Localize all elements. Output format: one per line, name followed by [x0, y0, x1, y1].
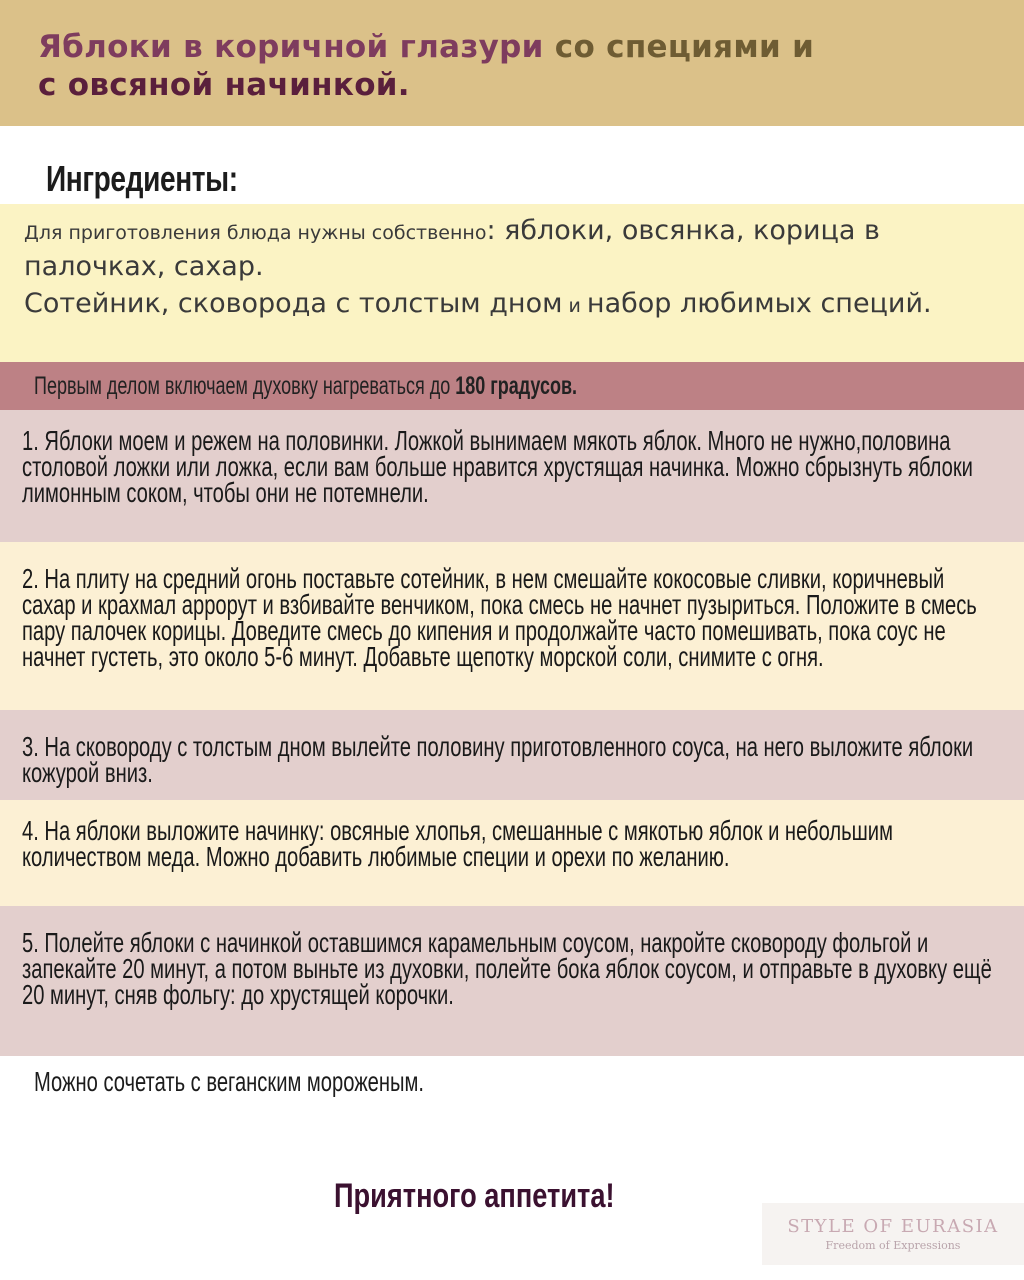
step-2: 2. На плиту на средний огонь поставьте сотейник, в нем смешайте кокосовые сливки, коричневый сахар и крахмал аррорут и взбивайте венчиком, пока смесь не начнет пузыриться. Положите в смесь пару палочек корицы. Доведите смесь до кипения и продолжайте часто помешивать, пока соус не начнет густеть, это около 5-6 минут. Добавьте щепотку морской соли, снимите с огня. — [22, 563, 977, 672]
ingredients-list: : яблоки, овсянка, корица в палочках, сахар. — [24, 215, 880, 282]
logo-name: STYLE OF EURASIA — [787, 1216, 999, 1237]
ingredients-intro: Для приготовления блюда нужны собственно — [24, 222, 487, 244]
title-part-3: с овсяной начинкой. — [38, 67, 410, 103]
step-1: 1. Яблоки моем и режем на половинки. Ложкой вынимаем мякоть яблок. Много не нужно,половина столовой ложки или ложка, если вам больше нравится хрустящая начинка. Можно сбрызнуть яблоки лимонным соком, чтобы они не потемнели. — [22, 425, 973, 508]
logo-tagline: Freedom of Expressions — [825, 1239, 961, 1252]
cookware-list: Сотейник, сковорода с толстым дном — [24, 288, 563, 319]
title-part-2: со специями и — [543, 29, 815, 65]
preheat-text — [34, 370, 898, 402]
step-5: 5. Полейте яблоки с начинкой оставшимся карамельным соусом, накройте сковороду фольгой и запекайте 20 минут, а потом выньте из духовки, полейте бока яблок соусом, и отправьте в духовку ещё 20 минут, сняв фольгу: до хрустящей корочки. — [22, 927, 992, 1010]
closing-greeting: Приятного аппетита! — [334, 1177, 615, 1215]
ingredients-line-2 — [24, 288, 1004, 322]
brand-logo — [762, 1203, 1024, 1265]
preheat-label: Первым делом включаем духовку нагреваться до — [34, 372, 456, 400]
ingredients-heading: Ингредиенты: — [46, 158, 238, 199]
step-4: 4. На яблоки выложите начинку: овсяные хлопья, смешанные с мякотью яблок и небольшим количеством меда. Можно добавить любимые специи и орехи по желанию. — [22, 815, 893, 872]
ingredients-line-1 — [24, 214, 1004, 284]
serving-suggestion: Можно сочетать с веганским мороженым. — [34, 1066, 424, 1097]
title-part-1: Яблоки в коричной глазури — [38, 29, 544, 65]
recipe-title — [38, 28, 998, 104]
cookware-conjunction: и — [562, 295, 587, 317]
spices-note: набор любимых специй. — [586, 288, 932, 319]
preheat-temperature: 180 градусов. — [455, 372, 578, 400]
step-3: 3. На сковороду с толстым дном вылейте половину приготовленного соуса, на него выложите яблоки кожурой вниз. — [22, 731, 974, 788]
